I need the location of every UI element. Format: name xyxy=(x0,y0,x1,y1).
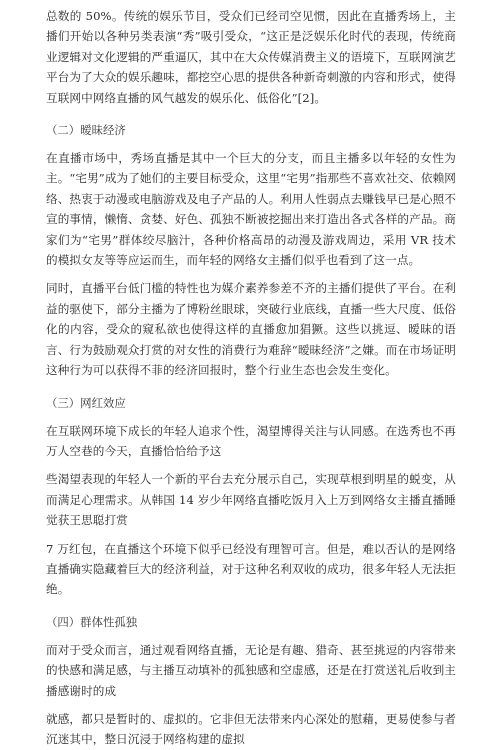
paragraph-live-market: 在直播市场中，秀场直播是其中一个巨大的分支，而且主播多以年轻的女性为主。“宅男”成为了她们的主要目标受众，这里“宅男”指那些不喜欢社交、依赖网络、热衷于动漫或电脑游戏及电子产品的人。利用人性弱点去赚钱早已是心照不宣的事情，懒惰、贪婪、好色、孤独不断被挖掘出来打造出各式各样的产品。商家们为“宅男”群体绞尽脑汁，各种价格高昂的动漫及游戏周边，采用 VR 技术的模拟女友等等应运而生，而年轻的网络女主播们似乎也看到了这一点。 xyxy=(46,151,457,268)
paragraph-youth-attention: 在互联网环境下成长的年轻人追求个性，渴望博得关注与认同感。在选秀也不再万人空巷的今天，直播恰恰给予这 xyxy=(46,423,456,458)
section-heading-group-loneliness: （四）群体性孤独 xyxy=(46,614,138,629)
paragraph-low-threshold: 同时，直播平台低门槛的特性也为媒介素养参差不齐的主播们提供了平台。在利益的驱使下，部分主播为了博粉丝眼球，突破行业底线，直播一些大尺度、低俗化的内容，受众的窥私欲也使得这样的直播愈加猖獗。这些以挑逗、暧昧的语言、行为鼓励观众打赏的对女性的消费行为难辞“暧昧经济”之嫌。而在市场证明这种行为可以获得不菲的经济回报时，整个行业生态也会发生变化。 xyxy=(46,281,456,378)
paragraph-economic-benefit: 7 万红包，在直播这个环境下似乎已经没有理智可言。但是，难以否认的是网络直播确实隐藏着巨大的经济利益，对于这种名利双收的成功，很多年轻人无法拒绝。 xyxy=(46,541,456,597)
section-heading-influencer-effect: （三）网红效应 xyxy=(46,395,126,410)
paragraph-audience-satisfaction: 而对于受众而言，通过观看网络直播，无论是有趣、猎奇、甚至挑逗的内容带来的快感和满足感，与主播互动填补的孤独感和空虚感，还是在打赏送礼后收到主播感谢时的成 xyxy=(46,642,456,698)
paragraph-new-platform: 些渴望表现的年轻人一个新的平台去充分展示自己，实现草根到明星的蜕变，从而满足心理需求。从韩国 14 岁少年网络直播吃饭月入上万到网络女主播直播睡觉获王思聪打赏 xyxy=(46,472,456,528)
document-page xyxy=(46,6,456,750)
paragraph-virtual-comfort: 就感，都只是暂时的、虚拟的。它非但无法带来内心深处的慰藉，更易使参与者沉迷其中，整日沉浸于网络构建的虚拟 xyxy=(46,711,456,747)
section-heading-ambiguous-economy: （二）暧昧经济 xyxy=(46,123,126,138)
paragraph-entertainment-trend: 总数的 50%。传统的娱乐节目，受众们已经司空见惯，因此在直播秀场上，主播们开始以各种另类表演“秀”吸引受众，“这正是泛娱乐化时代的表现，传统商业逻辑对文化逻辑的严重逼仄，其中在大众传媒消费主义的语境下，互联网演艺平台为了大众的娱乐趣味，都挖空心思的提供各种新奇刺激的内容和形式，使得互联网中网络直播的风气越发的娱乐化、低俗化”[2]。 xyxy=(46,9,456,105)
